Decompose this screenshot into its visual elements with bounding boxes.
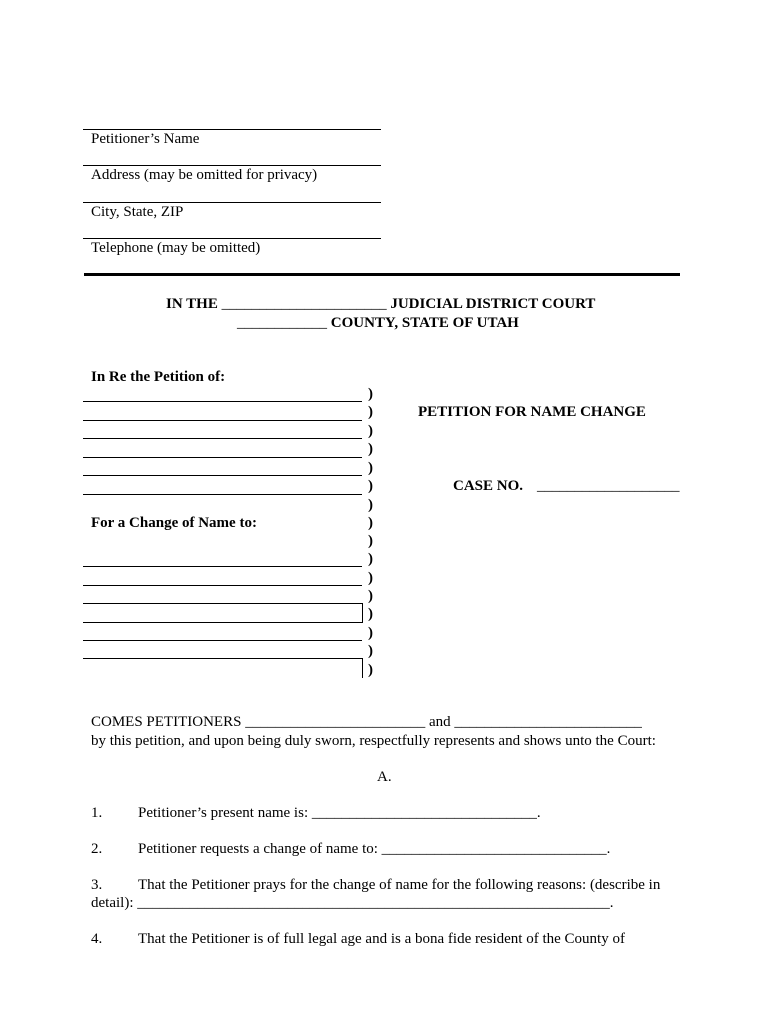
comes-line-2: by this petition, and upon being duly sworn, respectfully represents and shows unto the Court:	[91, 733, 656, 749]
item-2-number: 2.	[91, 841, 103, 857]
address-label: Address (may be omitted for privacy)	[91, 167, 318, 183]
caption-paren: )	[368, 423, 373, 439]
city-line[interactable]	[83, 202, 381, 203]
item-2-text[interactable]: Petitioner requests a change of name to: ______________________________.	[138, 841, 611, 857]
petitioner-1-blank[interactable]: ________________________	[245, 714, 426, 730]
petitioner-line[interactable]	[83, 438, 362, 439]
caption-paren: )	[368, 662, 373, 678]
item-3-continuation[interactable]: detail): _______________________________________________________________.	[91, 895, 614, 911]
case-no-blank[interactable]: ___________________	[537, 478, 680, 494]
petitioner-line[interactable]	[83, 401, 362, 402]
phone-label: Telephone (may be omitted)	[91, 240, 261, 256]
caption-paren: )	[368, 441, 373, 457]
caption-paren: )	[368, 515, 373, 531]
caption-paren: )	[368, 643, 373, 659]
caption-paren: )	[368, 551, 373, 567]
item-1-number: 1.	[91, 805, 103, 821]
court-line-1	[166, 296, 595, 313]
caption-paren: )	[368, 588, 373, 604]
caption-paren: )	[368, 404, 373, 420]
name-line[interactable]	[83, 129, 381, 130]
new-name-line[interactable]	[83, 658, 362, 659]
caption-paren: )	[368, 497, 373, 513]
field-box-edge	[362, 658, 363, 678]
address-line[interactable]	[83, 165, 381, 166]
caption-paren: )	[368, 606, 373, 622]
comes-and: and	[428, 714, 451, 730]
city-label: City, State, ZIP	[91, 204, 184, 220]
case-no-label: CASE NO.	[453, 478, 524, 494]
caption-paren: )	[368, 460, 373, 476]
item-3-number: 3.	[91, 877, 103, 893]
change-label: For a Change of Name to:	[91, 515, 257, 531]
field-box-edge	[362, 603, 363, 623]
petition-title: PETITION FOR NAME CHANGE	[418, 404, 646, 420]
caption-paren: )	[368, 625, 373, 641]
petitioner-2-blank[interactable]: _________________________	[454, 714, 642, 730]
new-name-line[interactable]	[83, 640, 362, 641]
petitioner-line[interactable]	[83, 420, 362, 421]
court-prefix: IN THE	[166, 296, 218, 312]
item-4-text: That the Petitioner is of full legal age and is a bona fide resident of the County of	[138, 931, 625, 947]
new-name-line[interactable]	[83, 566, 362, 567]
court-line-2	[237, 315, 519, 332]
new-name-line[interactable]	[83, 585, 362, 586]
petitioner-name-label: Petitioner’s Name	[91, 131, 200, 147]
item-4-number: 4.	[91, 931, 103, 947]
county-suffix: COUNTY, STATE OF UTAH	[330, 315, 519, 331]
item-1-text[interactable]: Petitioner’s present name is: ______________________________.	[138, 805, 541, 821]
district-blank[interactable]: ______________________	[221, 296, 387, 312]
new-name-line[interactable]	[83, 622, 362, 623]
petitioner-line[interactable]	[83, 457, 362, 458]
section-a-heading: A.	[377, 769, 392, 785]
county-blank[interactable]: ____________	[237, 315, 327, 331]
court-suffix: JUDICIAL DISTRICT COURT	[390, 296, 596, 312]
caption-paren: )	[368, 533, 373, 549]
new-name-line[interactable]	[83, 603, 362, 604]
phone-line[interactable]	[83, 238, 381, 239]
caption-paren: )	[368, 570, 373, 586]
petitioner-line[interactable]	[83, 475, 362, 476]
caption-paren: )	[368, 478, 373, 494]
comes-prefix: COMES PETITIONERS	[91, 714, 242, 730]
comes-line	[91, 714, 642, 731]
petitioner-line[interactable]	[83, 494, 362, 495]
caption-paren: )	[368, 386, 373, 402]
header-divider	[84, 273, 680, 276]
item-3-text: That the Petitioner prays for the change of name for the following reasons: (describe in	[138, 877, 661, 893]
in-re-label: In Re the Petition of:	[91, 369, 226, 385]
